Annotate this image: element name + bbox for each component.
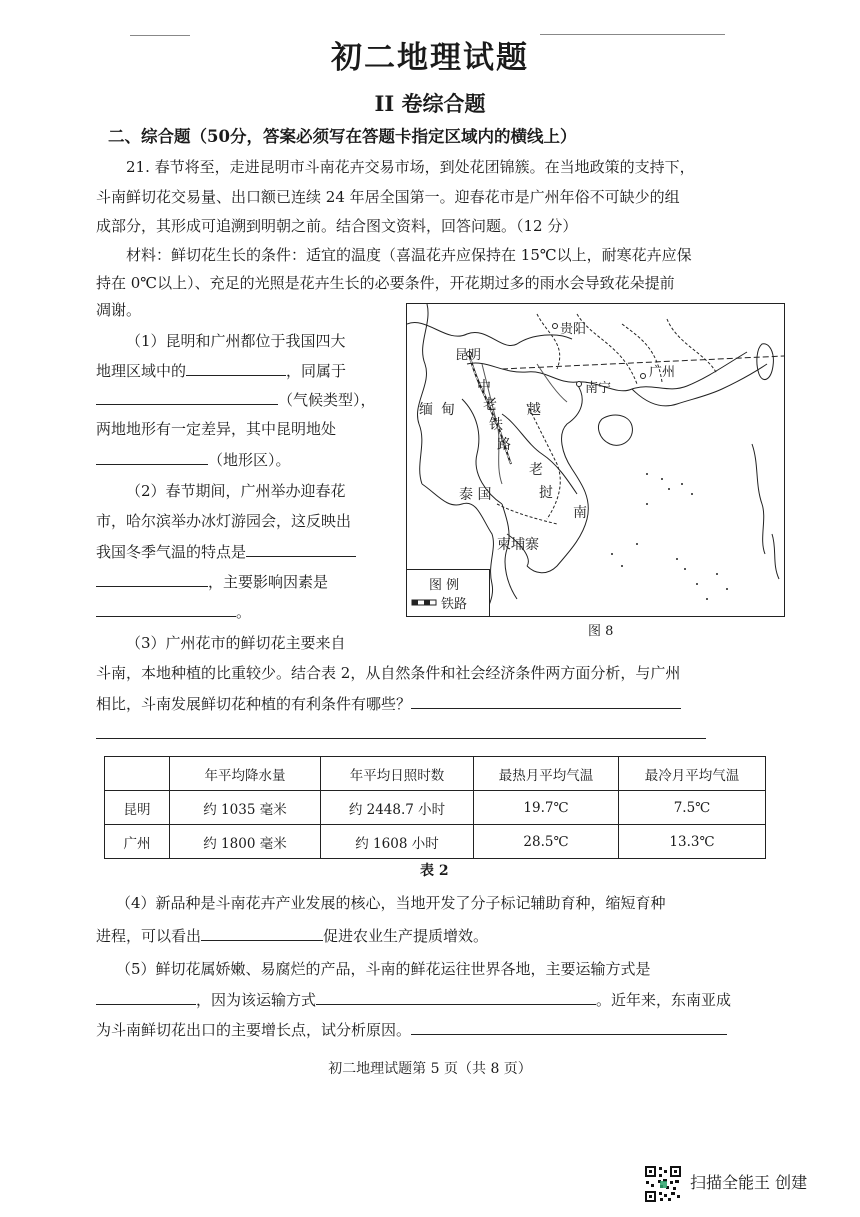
map-label-cambodia: 柬埔寨 — [497, 537, 539, 553]
map-legend — [407, 569, 490, 616]
q5-line-2 — [96, 988, 731, 1011]
map-label-guiyang: 贵阳 — [560, 322, 587, 337]
section-heading: 二、综合题（50分，答案必须写在答题卡指定区域内的横线上） — [108, 127, 577, 146]
q1-line-4: 两地地形有一定差异，其中昆明地处 — [96, 420, 337, 438]
table-cell: 约 1608 小时 — [321, 825, 474, 859]
table-header-cell — [105, 757, 170, 791]
map-label-vietnam-4: 南 — [573, 505, 587, 521]
page-title: 初二地理试题 — [331, 40, 529, 76]
q1-line-2 — [96, 359, 346, 382]
q3-text: 相比，斗南发展鲜切花种植的有利条件有哪些？ — [96, 695, 412, 713]
q1-blank-region[interactable] — [186, 359, 286, 376]
material-line-3: 凋谢。 — [96, 301, 142, 319]
map-label-myanmar-2: 甸 — [441, 402, 455, 418]
map-label-guangzhou: 广州 — [649, 365, 676, 380]
material-line-2: 持在 0℃以上）、充足的光照是花卉生长的必要条件，开花期过多的雨水会导致花朵提前 — [96, 274, 675, 292]
q4-blank[interactable] — [201, 924, 323, 941]
q21-intro-line-3: 成部分，其形成可追溯到明朝之前。结合图文资料，回答问题。（12 分） — [96, 217, 578, 235]
q1-text: ，同属于 — [286, 362, 347, 380]
legend-railway-label: 铁路 — [441, 597, 468, 612]
table-cell: 约 1800 毫米 — [170, 825, 321, 859]
q4-line-2 — [96, 924, 488, 947]
map-label-myanmar-1: 缅 — [419, 402, 433, 418]
q3-line-2: 斗南，本地种植的比重较少。结合表 2，从自然条件和社会经济条件两方面分析，与广州 — [96, 664, 681, 682]
q5-blank-transport[interactable] — [96, 988, 196, 1005]
q2-text: 我国冬季气温的特点是 — [96, 543, 247, 561]
table-header-row — [105, 757, 766, 791]
table-cell: 约 2448.7 小时 — [321, 791, 474, 825]
q1-line-1: （1）昆明和广州都位于我国四大 — [126, 332, 346, 350]
map-label-nanning: 南宁 — [585, 381, 612, 396]
q5-blank-southeast-asia[interactable] — [411, 1018, 727, 1035]
table-cell: 19.7℃ — [474, 791, 619, 825]
table-cell: 13.3℃ — [619, 825, 766, 859]
q5-blank-reason[interactable] — [316, 988, 596, 1005]
page-subtitle: II 卷综合题 — [374, 91, 486, 116]
q1-text: （地形区）。 — [208, 451, 291, 469]
map-label-railway-4: 路 — [497, 437, 511, 453]
q1-text: 地理区域中的 — [96, 362, 187, 380]
q5-text: 为斗南鲜切花出口的主要增长点，试分析原因。 — [96, 1021, 412, 1039]
table-row — [105, 825, 766, 859]
map-label-railway-1: 中 — [477, 379, 491, 395]
table-header-cell: 最热月平均气温 — [474, 757, 619, 791]
map-label-railway-2: 老 — [483, 397, 497, 413]
railway-legend-icon — [411, 599, 437, 607]
q5-line-3 — [96, 1018, 727, 1041]
q5-text: 。近年来，东南亚成 — [596, 991, 732, 1009]
table-header-cell: 年平均日照时数 — [321, 757, 474, 791]
q4-text: 进程，可以看出 — [96, 927, 202, 945]
map-figure-8 — [406, 303, 785, 617]
q2-line-5 — [96, 600, 251, 623]
q2-line-1: （2）春节期间，广州举办迎春花 — [126, 482, 346, 500]
map-label-thailand: 泰 国 — [459, 487, 492, 503]
figure-caption: 图 8 — [588, 624, 614, 639]
q5-line-1: （5）鲜切花属娇嫩、易腐烂的产品，斗南的鲜花运往世界各地，主要运输方式是 — [116, 960, 651, 978]
scanner-watermark-text: 扫描全能王 创建 — [690, 1173, 808, 1192]
map-label-kunming: 昆明 — [455, 348, 482, 363]
table-2 — [104, 756, 766, 859]
q2-line-2: 市，哈尔滨举办冰灯游园会，这反映出 — [96, 512, 352, 530]
q1-blank-climate[interactable] — [96, 388, 278, 405]
q1-line-5 — [96, 448, 291, 471]
q3-answer-line[interactable] — [96, 737, 706, 739]
map-label-laos-2: 老 — [529, 462, 543, 478]
table-cell: 7.5℃ — [619, 791, 766, 825]
material-line-1: 材料：鲜切花生长的条件：适宜的温度（喜温花卉应保持在 15℃以上，耐寒花卉应保 — [126, 246, 692, 264]
map-label-railway-3: 铁 — [489, 417, 503, 433]
table-cell: 约 1035 毫米 — [170, 791, 321, 825]
q21-intro-line-1: 21. 春节将至，走进昆明市斗南花卉交易市场，到处花团锦簇。在当地政策的支持下， — [126, 158, 695, 176]
table-row — [105, 791, 766, 825]
q3-line-3 — [96, 692, 681, 715]
table-header-cell: 年平均降水量 — [170, 757, 321, 791]
qr-code-icon — [644, 1165, 682, 1203]
q2-text: 。 — [236, 603, 252, 621]
table-cell: 28.5℃ — [474, 825, 619, 859]
q2-blank-factor[interactable] — [96, 600, 236, 617]
q2-blank-feature[interactable] — [246, 540, 356, 557]
table-header-cell: 最冷月平均气温 — [619, 757, 766, 791]
q2-line-3 — [96, 540, 356, 563]
q1-line-3 — [96, 388, 376, 411]
q2-blank-feature-cont[interactable] — [96, 570, 208, 587]
q21-intro-line-2: 斗南鲜切花交易量、出口额已连续 24 年居全国第一。迎春花市是广州年俗不可缺少的组 — [96, 188, 680, 206]
q3-line-1: （3）广州花市的鲜切花主要来自 — [126, 634, 346, 652]
legend-title: 图 例 — [429, 578, 460, 593]
q3-blank[interactable] — [411, 692, 681, 709]
q4-text: 促进农业生产提质增效。 — [323, 927, 489, 945]
map-label-laos-3: 挝 — [539, 485, 553, 501]
q5-text: ，因为该运输方式 — [196, 991, 317, 1009]
q2-line-4 — [96, 570, 328, 593]
q1-blank-terrain[interactable] — [96, 448, 208, 465]
map-label-vietnam-1: 越 — [527, 402, 541, 418]
q4-line-1: （4）新品种是斗南花卉产业发展的核心，当地开发了分子标记辅助育种，缩短育种 — [116, 894, 666, 912]
table-caption: 表 2 — [420, 863, 449, 879]
q2-text: ，主要影响因素是 — [208, 573, 329, 591]
table-cell: 广州 — [105, 825, 170, 859]
q1-text: （气候类型）， — [278, 391, 376, 409]
page-footer: 初二地理试题第 5 页（共 8 页） — [328, 1061, 532, 1077]
table-cell: 昆明 — [105, 791, 170, 825]
